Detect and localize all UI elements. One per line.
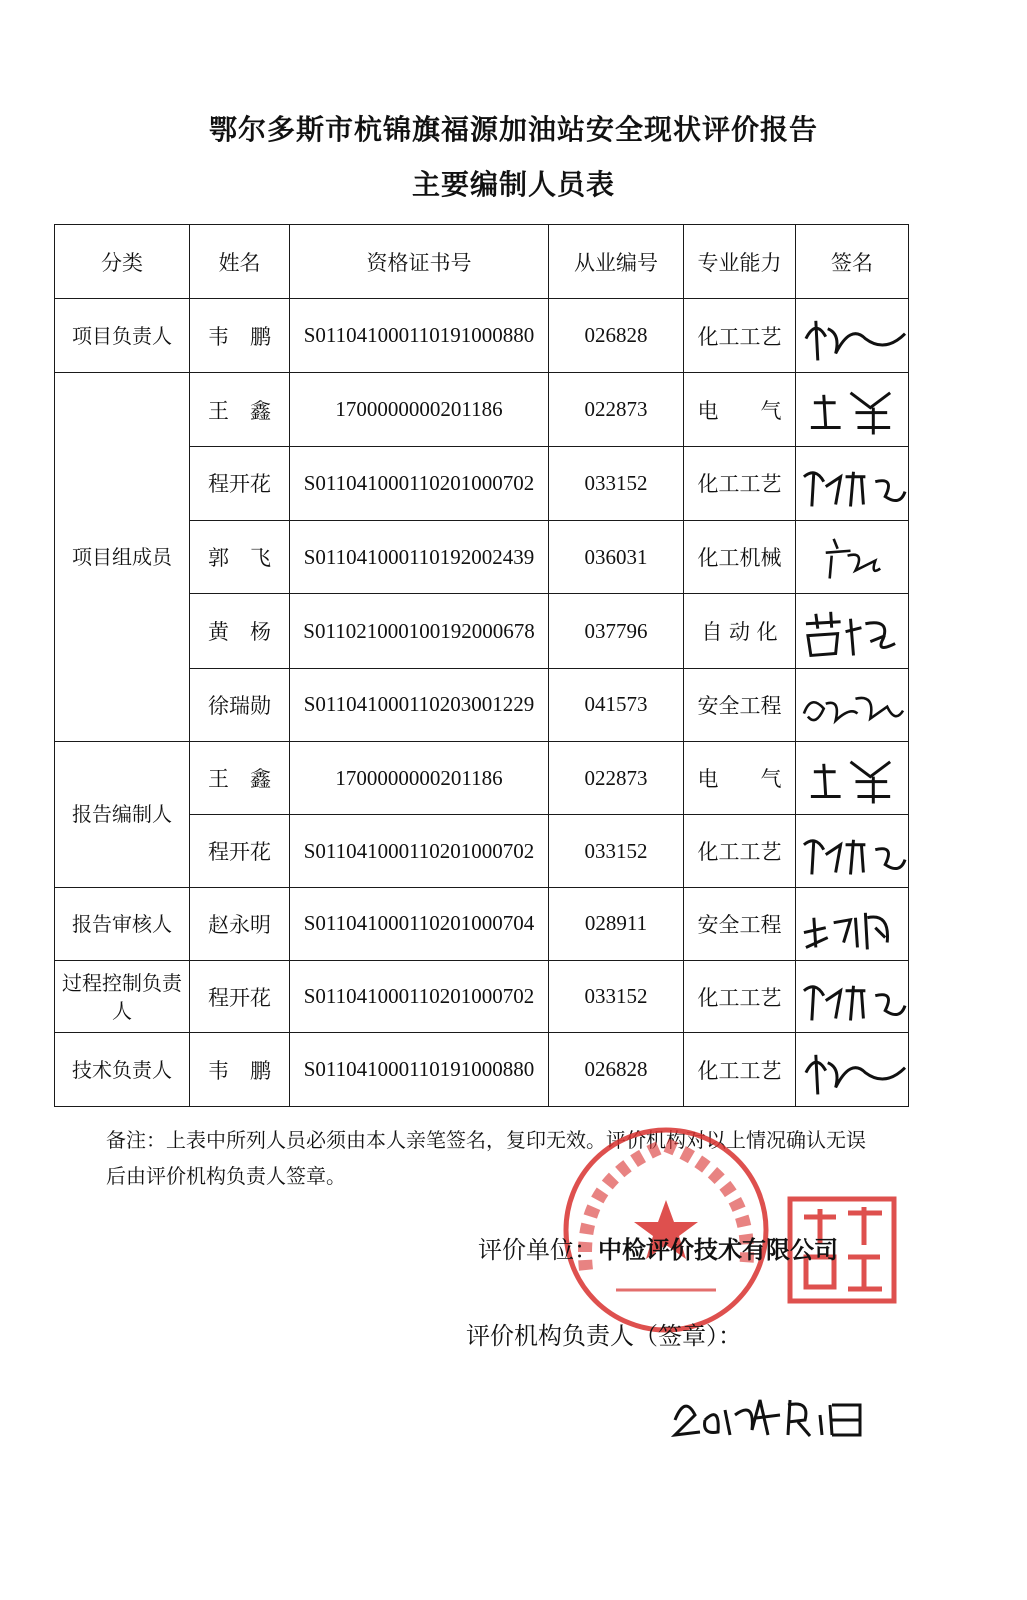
signature-cell <box>796 446 909 520</box>
emp-cell: 033152 <box>549 446 684 520</box>
emp-cell: 026828 <box>549 1033 684 1106</box>
handwritten-signature <box>796 1033 908 1105</box>
major-cell: 化工机械 <box>684 521 796 594</box>
table-row <box>55 1033 909 1106</box>
emp-cell: 022873 <box>549 742 684 815</box>
cert-cell: S011041000110203001229 <box>290 668 549 741</box>
signature-cell <box>796 961 909 1033</box>
handwritten-signature <box>796 815 908 886</box>
major-cell: 化工工艺 <box>684 1033 796 1106</box>
name-cell: 程开花 <box>190 446 290 520</box>
emp-cell: 037796 <box>549 594 684 668</box>
category-cell: 报告编制人 <box>55 742 190 888</box>
org-line <box>478 1230 838 1265</box>
emp-cell: 028911 <box>549 887 684 960</box>
major-cell: 化工工艺 <box>684 446 796 520</box>
major-cell: 化工工艺 <box>684 299 796 373</box>
cert-cell: S011041000110191000880 <box>290 1033 549 1106</box>
signature-cell <box>796 1033 909 1106</box>
table-row <box>55 887 909 960</box>
category-cell: 报告审核人 <box>55 887 190 960</box>
name-cell: 程开花 <box>190 961 290 1033</box>
handwritten-signature <box>796 299 908 372</box>
major-cell: 自 动 化 <box>684 594 796 668</box>
handwritten-signature <box>796 594 908 667</box>
report-title: 鄂尔多斯市杭锦旗福源加油站安全现状评价报告 <box>208 113 818 146</box>
cert-cell: 1700000000201186 <box>290 373 549 446</box>
cert-cell: S011041000110191000880 <box>290 299 549 373</box>
category-cell: 技术负责人 <box>55 1033 190 1106</box>
table-row <box>55 961 909 1033</box>
signature-cell <box>796 299 909 373</box>
signature-cell <box>796 521 909 594</box>
table-row <box>55 299 909 373</box>
handwritten-signature <box>796 669 908 741</box>
emp-cell: 022873 <box>549 373 684 446</box>
major-cell: 安全工程 <box>684 887 796 960</box>
cert-cell: S011041000110192002439 <box>290 521 549 594</box>
signature-cell <box>796 594 909 668</box>
header-cert: 资格证书号 <box>290 225 549 299</box>
emp-cell: 033152 <box>549 961 684 1033</box>
category-cell: 项目负责人 <box>55 299 190 373</box>
table-title: 主要编制人员表 <box>411 168 615 201</box>
handwritten-signature <box>796 742 908 814</box>
major-cell: 化工工艺 <box>684 961 796 1033</box>
handwritten-signature <box>796 888 908 960</box>
header-major: 专业能力 <box>684 225 796 299</box>
name-cell: 赵永明 <box>190 887 290 960</box>
cert-cell: S011041000110201000702 <box>290 815 549 887</box>
signature-cell <box>796 668 909 741</box>
header-category: 分类 <box>55 225 190 299</box>
name-cell: 韦 鹏 <box>190 299 290 373</box>
major-cell: 安全工程 <box>684 668 796 741</box>
cert-cell: S011041000110201000702 <box>290 446 549 520</box>
name-cell: 郭 飞 <box>190 521 290 594</box>
cert-cell: S011021000100192000678 <box>290 594 549 668</box>
org-name: 中检评价技术有限公司 <box>598 1236 838 1264</box>
name-cell: 韦 鹏 <box>190 1033 290 1106</box>
table-header-row <box>55 225 909 299</box>
name-cell: 黄 杨 <box>190 594 290 668</box>
name-cell: 王 鑫 <box>190 373 290 446</box>
major-cell: 化工工艺 <box>684 815 796 887</box>
cert-cell: 1700000000201186 <box>290 742 549 815</box>
category-cell: 项目组成员 <box>55 373 190 742</box>
header-name: 姓名 <box>190 225 290 299</box>
responsible-label: 评价机构负责人（签章）： <box>466 1322 742 1350</box>
signature-cell <box>796 373 909 446</box>
major-cell: 电 气 <box>684 742 796 815</box>
header-emp: 从业编号 <box>549 225 684 299</box>
emp-cell: 041573 <box>549 668 684 741</box>
emp-cell: 026828 <box>549 299 684 373</box>
signature-cell <box>796 742 909 815</box>
handwritten-signature <box>796 447 908 520</box>
header-signature: 签名 <box>796 225 909 299</box>
cert-cell: S011041000110201000704 <box>290 887 549 960</box>
table-row <box>55 373 909 446</box>
signature-cell <box>796 815 909 887</box>
major-cell: 电 气 <box>684 373 796 446</box>
handwritten-date <box>670 1380 870 1450</box>
staff-table <box>54 224 909 1107</box>
name-cell: 王 鑫 <box>190 742 290 815</box>
name-cell: 程开花 <box>190 815 290 887</box>
signature-cell <box>796 887 909 960</box>
category-cell: 过程控制负责人 <box>55 961 190 1033</box>
handwritten-signature <box>796 373 908 445</box>
org-label: 评价单位： <box>478 1236 598 1264</box>
emp-cell: 036031 <box>549 521 684 594</box>
emp-cell: 033152 <box>549 815 684 887</box>
table-row <box>55 742 909 815</box>
cert-cell: S011041000110201000702 <box>290 961 549 1033</box>
remark-note: 备注：上表中所列人员必须由本人亲笔签名，复印无效。评价机构对以上情况确认无误后由评价机构负责人签章。 <box>106 1128 866 1188</box>
handwritten-signature <box>796 521 908 593</box>
handwritten-signature <box>796 961 908 1032</box>
name-cell: 徐瑞勋 <box>190 668 290 741</box>
